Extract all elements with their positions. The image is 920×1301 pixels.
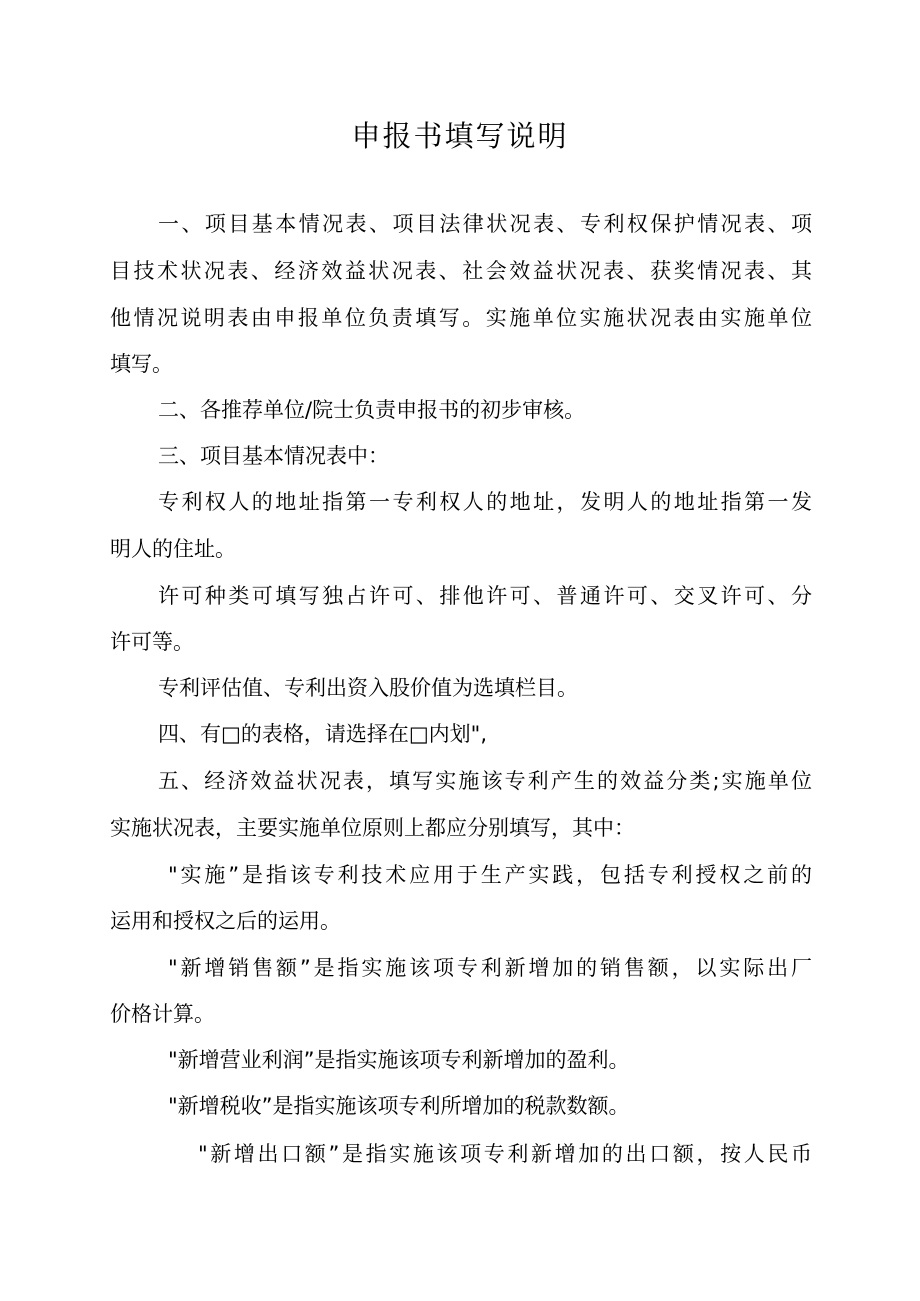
- text-line: 许可种类可填写独占许可、排他许可、普通许可、交叉许可、分: [158, 584, 812, 608]
- text-line: "新增出口额”是指实施该项专利新增加的出口额，按人民币: [198, 1142, 812, 1166]
- text-line: 四、有□的表格，请选择在□内划",: [158, 722, 488, 746]
- text-line: 明人的住址。: [110, 537, 236, 561]
- text-line: "新增税收”是指实施该项专利所增加的税款数额。: [168, 1094, 630, 1118]
- text-line: 实施状况表，主要实施单位原则上都应分别填写，其中：: [110, 816, 635, 840]
- text-line: 二、各推荐单位/院士负责申报书的初步审核。: [158, 398, 586, 422]
- document-title: 申报书填写说明: [351, 119, 569, 153]
- text-line: "新增营业利润”是指实施该项专利新增加的盈利。: [168, 1048, 630, 1072]
- text-line: 目技术状况表、经济效益状况表、社会效益状况表、获奖情况表、其: [110, 259, 812, 283]
- text-line: 三、项目基本情况表中：: [158, 444, 389, 468]
- text-line: 五、经济效益状况表，填写实施该专利产生的效益分类;实施单位: [158, 769, 812, 793]
- text-line: 一、项目基本情况表、项目法律状况表、专利权保护情况表、项: [158, 212, 812, 236]
- text-line: 填写。: [110, 352, 173, 376]
- text-line: "实施”是指该专利技术应用于生产实践，包括专利授权之前的: [168, 863, 812, 887]
- text-line: 他情况说明表由申报单位负责填写。实施单位实施状况表由实施单位: [110, 306, 812, 330]
- text-line: 专利权人的地址指第一专利权人的地址，发明人的地址指第一发: [158, 490, 812, 514]
- text-line: 运用和授权之后的运用。: [110, 909, 341, 933]
- text-line: 专利评估值、专利出资入股价值为选填栏目。: [158, 676, 578, 700]
- text-line: 价格计算。: [110, 1002, 215, 1026]
- text-line: 许可等。: [110, 630, 194, 654]
- text-line: "新增销售额”是指实施该项专利新增加的销售额，以实际出厂: [168, 956, 812, 980]
